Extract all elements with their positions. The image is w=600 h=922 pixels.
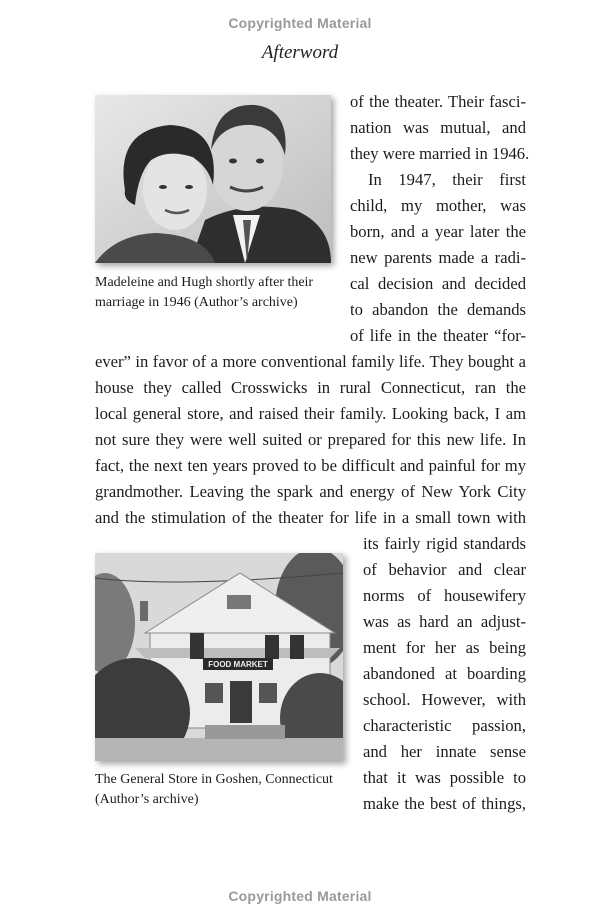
- portrait-photo: [95, 95, 331, 263]
- body-text-line: local general store, and raised their family. Looking back, I am: [95, 404, 526, 423]
- body-text-line: abandoned at boarding: [363, 664, 526, 683]
- body-text-line: make the best of things,: [363, 794, 526, 813]
- body-text-line: ment for her as being: [363, 638, 526, 657]
- body-text-line: new parents made a radi-: [350, 248, 526, 267]
- body-text-line: born, and a year later the: [350, 222, 526, 241]
- running-head: Afterword: [261, 42, 339, 63]
- portrait-caption: [95, 273, 345, 313]
- body-text-line: ever” in favor of a more conventional family life. They bought a: [95, 352, 526, 371]
- body-text-line: of life in the theater “for-: [350, 326, 526, 345]
- body-text-line: fact, the next ten years proved to be difficult and painful for my: [95, 456, 526, 475]
- copyright-watermark-bottom: Copyrighted Material: [228, 888, 372, 904]
- copyright-watermark-top: Copyrighted Material: [228, 15, 372, 31]
- caption-line: marriage in 1946 (Author’s archive): [95, 295, 298, 310]
- general-store-photo: [95, 553, 343, 761]
- store-sign-text: FOOD MARKET: [208, 660, 268, 669]
- body-text-line: to abandon the demands: [350, 300, 526, 319]
- body-text-line: was as hard an adjust-: [363, 612, 526, 631]
- body-text-line: that it was possible to: [363, 768, 526, 787]
- body-text-line: nation was mutual, and: [350, 118, 526, 137]
- body-text-line: house they called Crosswicks in rural Connecticut, ran the: [95, 378, 526, 397]
- body-text-line: they were married in 1946.: [350, 144, 530, 163]
- body-text-line: and the stimulation of the theater for life in a small town with: [95, 508, 526, 527]
- body-text-line: characteristic passion,: [363, 716, 526, 735]
- body-text-line: grandmother. Leaving the spark and energy of New York City: [95, 482, 526, 501]
- caption-line: (Author’s archive): [95, 792, 199, 807]
- body-text-line: not sure they were well suited or prepared for this new life. In: [95, 430, 526, 449]
- body-text-line: norms of housewifery: [363, 586, 526, 605]
- body-text-line: cal decision and decided: [350, 274, 526, 293]
- body-text-line: of behavior and clear: [363, 560, 526, 579]
- body-text-line: of the theater. Their fasci-: [350, 92, 526, 111]
- body-text-line: and her innate sense: [363, 742, 526, 761]
- caption-line: Madeleine and Hugh shortly after their: [95, 275, 314, 290]
- caption-line: The General Store in Goshen, Connecticut: [95, 772, 333, 787]
- body-text-line: school. However, with: [363, 690, 526, 709]
- body-text-line: In 1947, their first: [368, 170, 526, 189]
- store-caption: [95, 770, 345, 810]
- body-text-line: child, my mother, was: [350, 196, 526, 215]
- body-text-line: its fairly rigid standards: [363, 534, 526, 553]
